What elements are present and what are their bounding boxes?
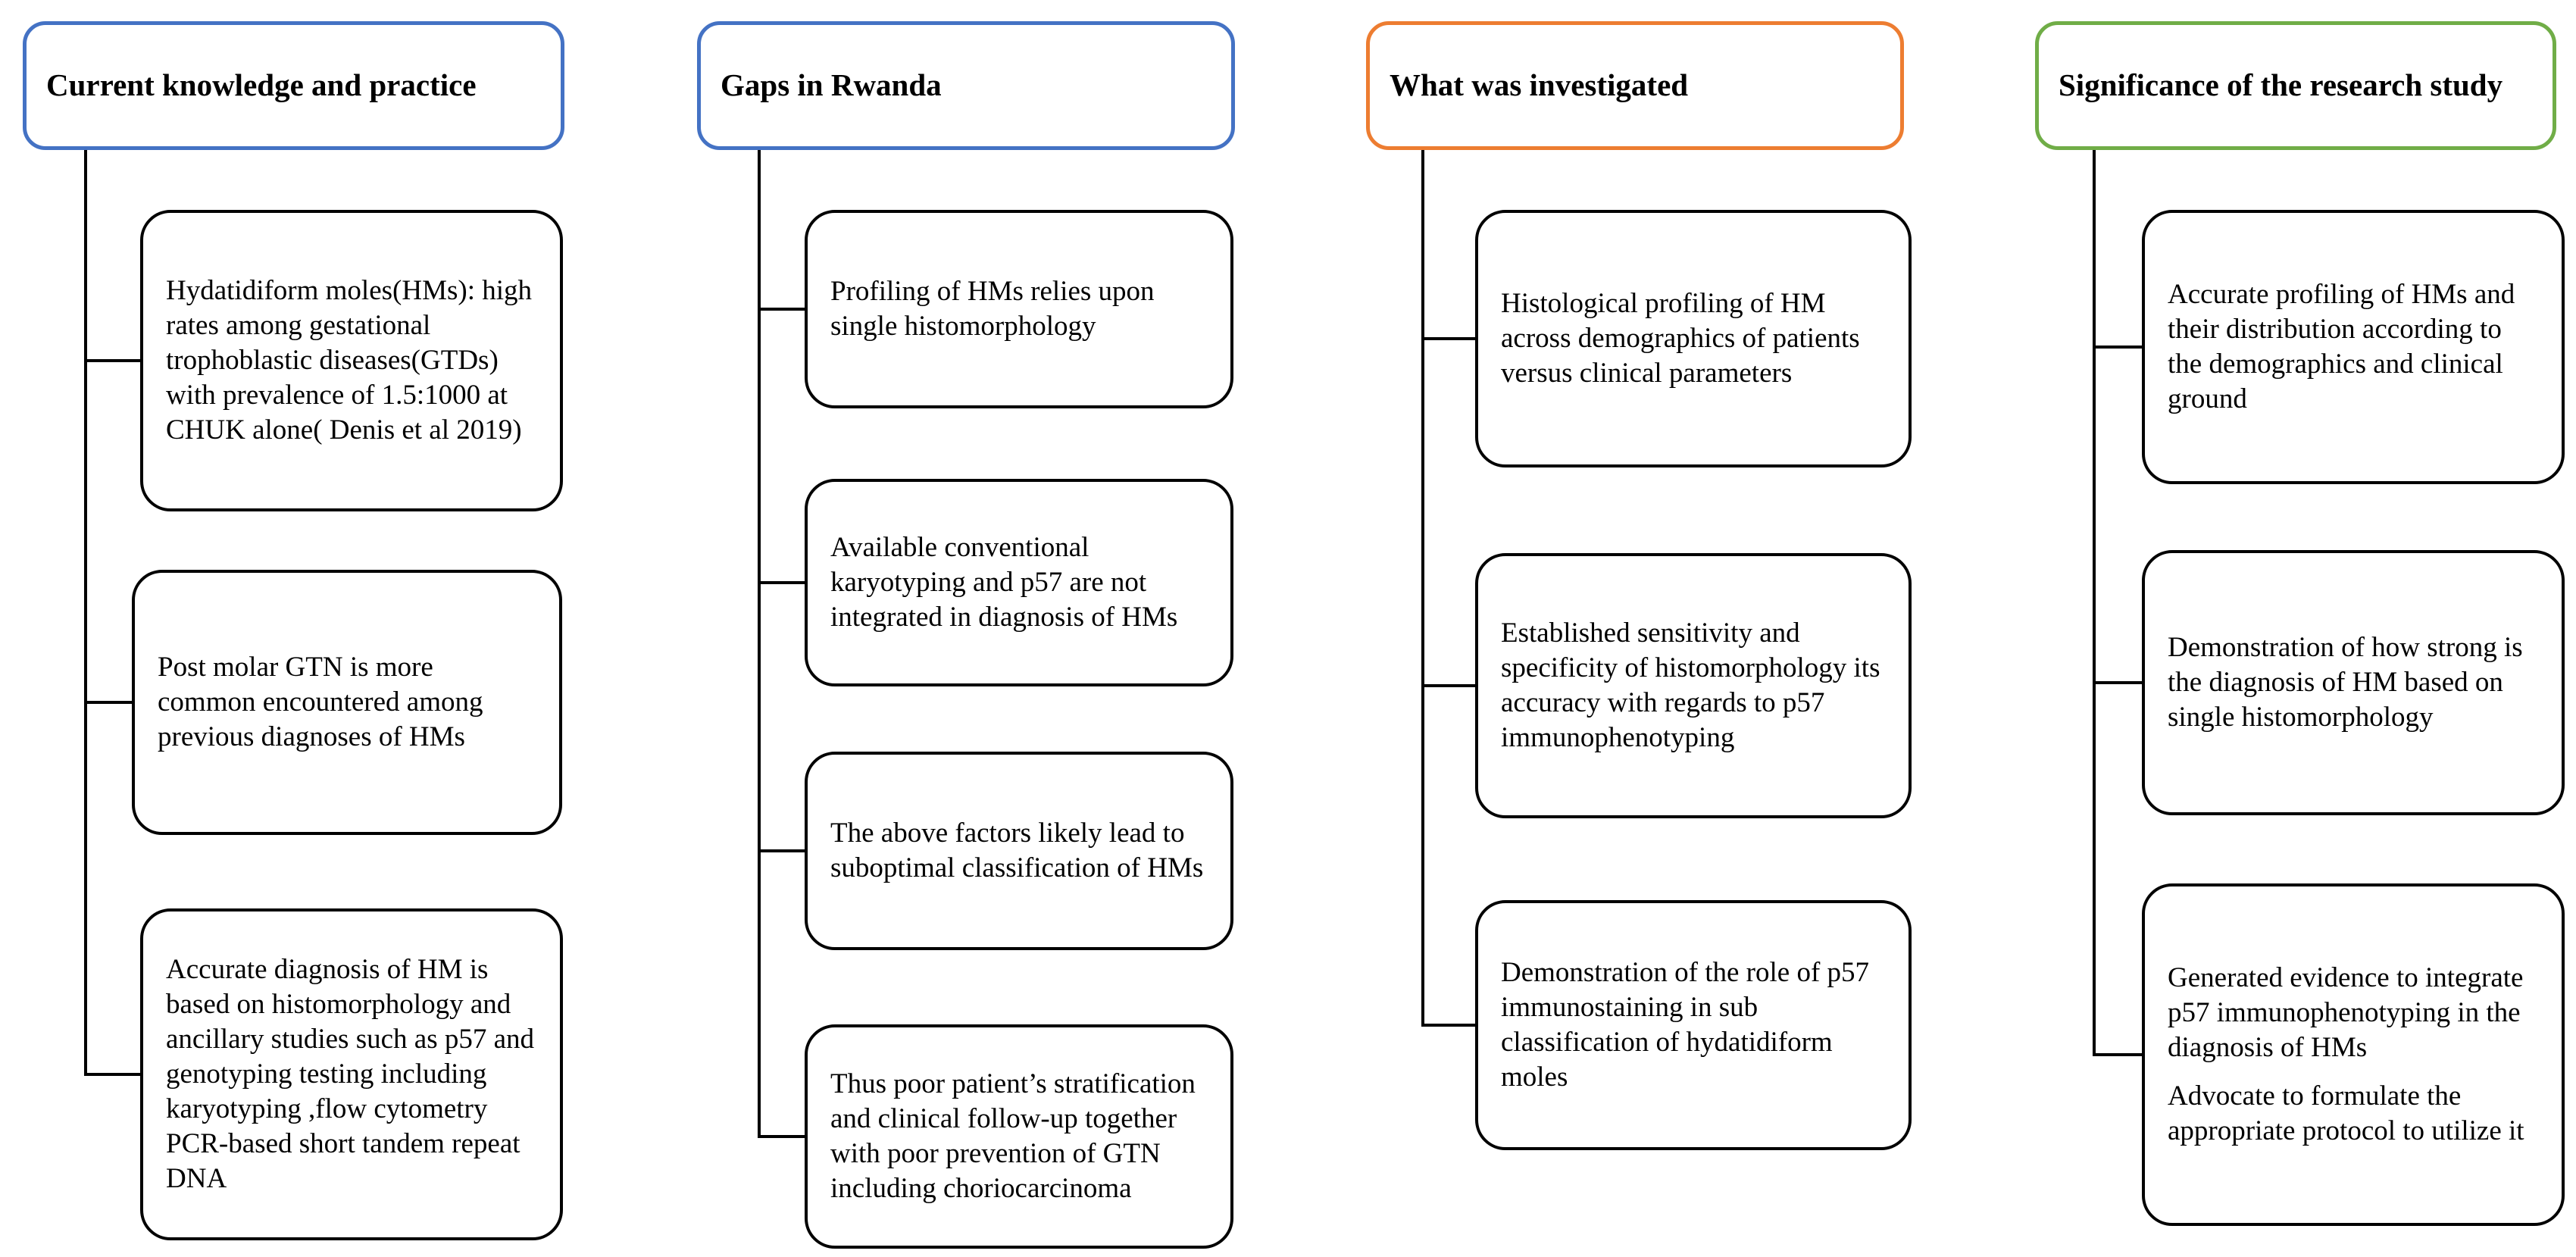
flow-box <box>140 210 563 511</box>
header-current-knowledge: Current knowledge and practice <box>23 21 564 150</box>
flow-box <box>132 570 562 835</box>
flow-box-text: Established sensitivity and specificity of histomorphology its accuracy with regards to p57 immunophenotyping <box>1501 618 1880 753</box>
flow-box-text: Available conventional karyotyping and p57 are not integrated in diagnosis of HMs <box>830 532 1178 633</box>
connector-stub <box>84 1073 142 1076</box>
connector-vline <box>758 150 761 1138</box>
flow-box <box>140 908 563 1240</box>
connector-vline <box>1421 150 1424 1027</box>
flow-box-text: Histological profiling of HM across demographics of patients versus clinical parameters <box>1501 288 1860 389</box>
flow-box <box>1475 553 1912 818</box>
flow-box-text: Demonstration of how strong is the diagnosis of HM based on single histomorphology <box>2168 632 2523 733</box>
connector-stub <box>1421 684 1477 687</box>
connector-stub <box>84 359 142 362</box>
flow-box <box>1475 900 1912 1150</box>
header-significance: Significance of the research study <box>2035 21 2556 150</box>
connector-stub <box>2093 1053 2143 1056</box>
flow-box-text: Profiling of HMs relies upon single histomorphology <box>830 276 1155 342</box>
connector-stub <box>1421 337 1477 340</box>
flow-box <box>1475 210 1912 467</box>
flow-box <box>2142 210 2565 484</box>
flow-box <box>805 479 1233 686</box>
connector-stub <box>2093 346 2143 349</box>
flow-box-text: Advocate to formulate the appropriate protocol to utilize it <box>2168 1080 2524 1146</box>
connector-stub <box>2093 681 2143 684</box>
header-gaps-rwanda: Gaps in Rwanda <box>697 21 1235 150</box>
flow-box-text: Thus poor patient’s stratification and clinical follow-up together with poor prevention of GTN including choriocarcinoma <box>830 1068 1196 1204</box>
flow-box-text: The above factors likely lead to suboptimal classification of HMs <box>830 818 1204 883</box>
flow-box-text: Generated evidence to integrate p57 immunophenotyping in the diagnosis of HMs <box>2168 962 2524 1064</box>
flow-box <box>805 1024 1233 1249</box>
flow-box <box>805 752 1233 950</box>
flow-box-text: Hydatidiform moles(HMs): high rates among gestational trophoblastic diseases(GTDs) with prevalence of 1.5:1000 at CHUK alone( Denis et al 2019) <box>166 275 533 446</box>
connector-stub <box>758 581 806 584</box>
flow-box-text: Accurate profiling of HMs and their distribution according to the demographics and clinical ground <box>2168 279 2515 414</box>
header-what-investigated: What was investigated <box>1366 21 1904 150</box>
flow-box <box>805 210 1233 408</box>
connector-vline <box>2093 150 2096 1055</box>
flow-box-text: Post molar GTN is more common encountered among previous diagnoses of HMs <box>158 652 483 752</box>
connector-vline <box>84 150 87 1076</box>
flow-box-text: Accurate diagnosis of HM is based on histomorphology and ancillary studies such as p57 and genotyping testing including karyotyping ,flow cytometry PCR-based short tandem repeat DNA <box>166 954 535 1194</box>
connector-stub <box>758 1135 806 1138</box>
connector-stub <box>84 701 133 704</box>
connector-stub <box>758 849 806 852</box>
connector-stub <box>1421 1024 1477 1027</box>
flow-box-text: Demonstration of the role of p57 immunostaining in sub classification of hydatidiform moles <box>1501 957 1870 1093</box>
connector-stub <box>758 308 806 311</box>
flow-box <box>2142 550 2565 815</box>
flow-box <box>2142 883 2565 1226</box>
